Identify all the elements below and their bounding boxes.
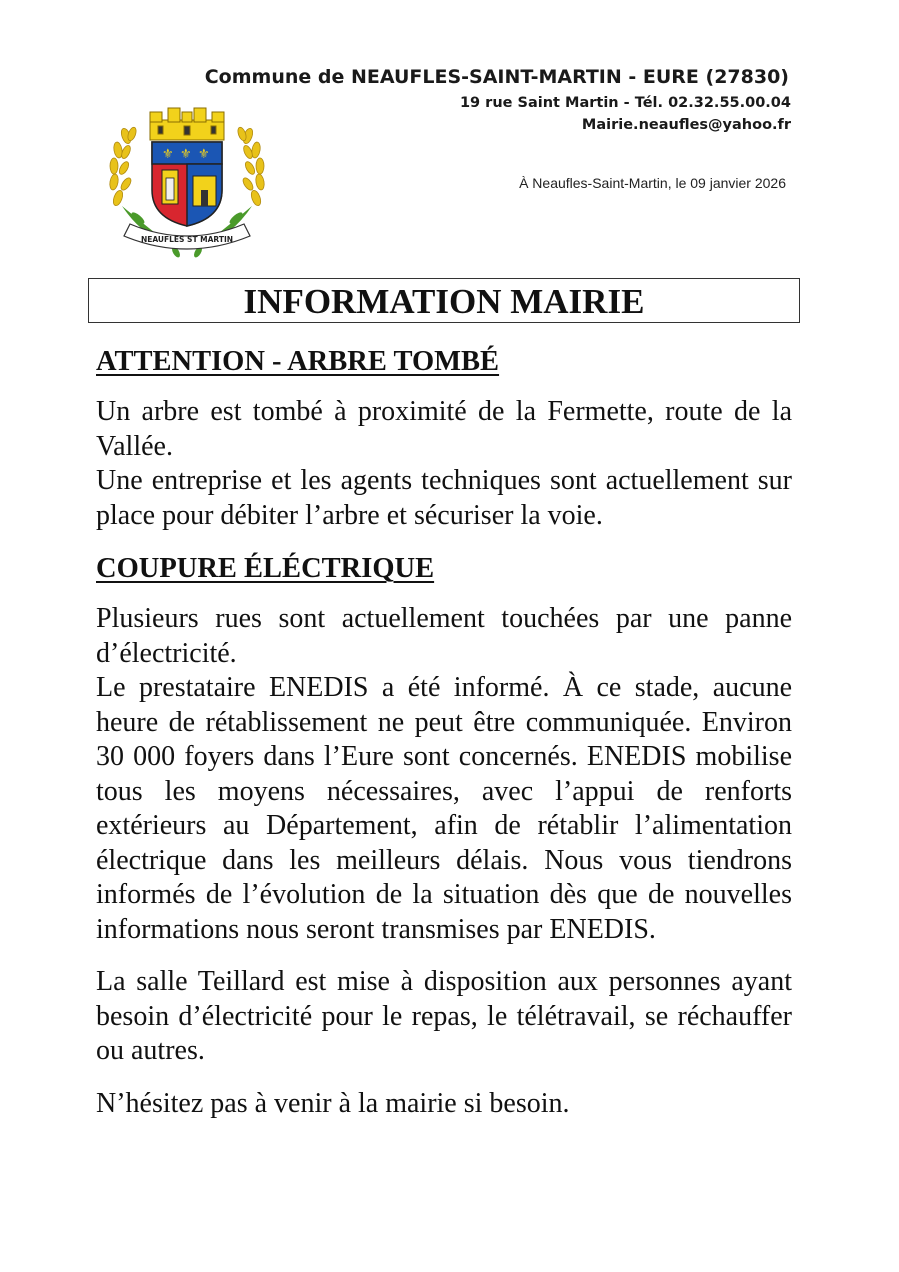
- notice-body: [96, 342, 792, 1121]
- svg-text:⚜: ⚜: [180, 147, 192, 162]
- mural-crown-icon: [150, 108, 224, 140]
- commune-line: Commune de NEAUFLES-SAINT-MARTIN - EURE (27830): [204, 66, 789, 88]
- email-line: Mairie.neaufles@yahoo.fr: [581, 117, 791, 133]
- section1-heading: ATTENTION - ARBRE TOMBÉ: [96, 346, 500, 377]
- section2-p3: La salle Teillard est mise à disposition aux personnes ayant besoin d’électricité pour le repas, le télétravail, se réchauffer ou autres.: [96, 966, 792, 1066]
- wheat-right-icon: [236, 126, 265, 207]
- banner-title: INFORMATION MAIRIE: [88, 278, 800, 323]
- section2-heading: COUPURE ÉLÉCTRIQUE: [96, 553, 435, 584]
- section2-p1: Plusieurs rues sont actuellement touchées par une panne d’électricité.: [96, 603, 792, 669]
- svg-text:⚜: ⚜: [198, 147, 210, 162]
- section1-p2: Une entreprise et les agents techniques sont actuellement sur place pour débiter l’arbre et sécuriser la voie.: [96, 465, 792, 531]
- ribbon-text: NEAUFLES ST MARTIN: [140, 235, 234, 244]
- date-line: À Neaufles-Saint-Martin, le 09 janvier 2026: [519, 175, 786, 191]
- section1-p1: Un arbre est tombé à proximité de la Fermette, route de la Vallée.: [96, 396, 792, 462]
- coat-of-arms-icon: [102, 106, 272, 262]
- wheat-left-icon: [109, 126, 138, 207]
- section2-p4: N’hésitez pas à venir à la mairie si besoin.: [96, 1087, 570, 1119]
- svg-text:⚜: ⚜: [162, 147, 174, 162]
- shield-icon: [152, 142, 222, 226]
- section2-p2: Le prestataire ENEDIS a été informé. À ce stade, aucune heure de rétablissement ne peut être communiquée. Environ 30 000 foyers dans l’Eure sont concernés. ENEDIS mobilise tous les moyens nécessaires, avec l’appui de renforts extérieurs au Département, afin de rétablir l’alimentation électrique dans les meilleurs délais. Nous vous tiendrons informés de l’évolution de la situation dès que de nouvelles informations nous seront transmises par ENEDIS.: [96, 672, 792, 945]
- address-line: 19 rue Saint Martin - Tél. 02.32.55.00.04: [459, 95, 791, 111]
